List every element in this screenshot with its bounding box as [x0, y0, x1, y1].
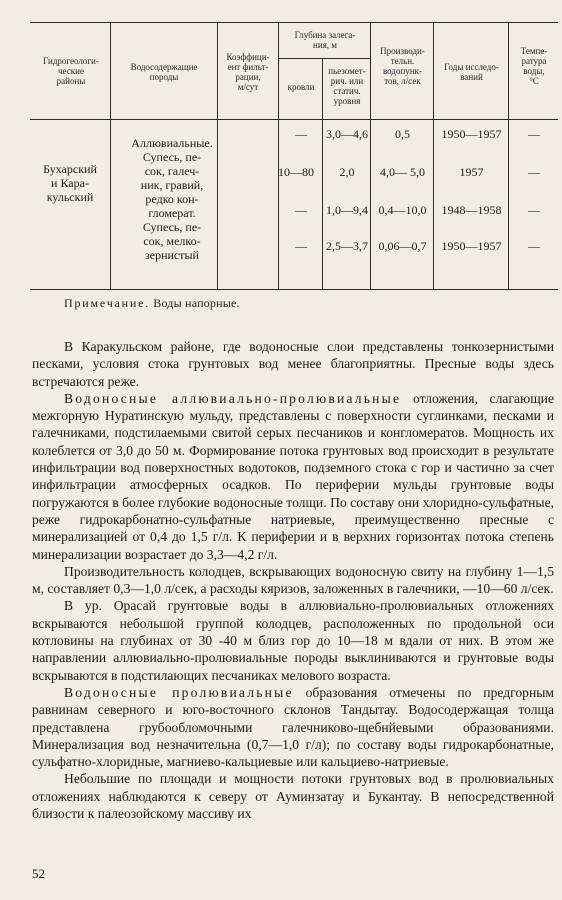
paragraph-text: В ур. Орасай грунтовые воды в аллювиально-пролювиальных отложениях вскрываются небольшой группой колодцев, расположенных по продольной оси котловины на глубинах от 30 -40 м близ гор до 10—18 м вдали от них. В этом же направлении аллювиально-пролювиальные породы выклиниваются и грунтовые воды вскрываются в подстилающих песчаниках мелового возраста. [32, 598, 554, 683]
header-temp: Темпе- ратура воды, °С [520, 46, 548, 86]
header-rocks: Водосодержащие породы [130, 62, 198, 82]
cell-piez: 1,0—9,4 [326, 203, 368, 217]
header-region: Гидрогеологи- ческие районы [43, 56, 99, 86]
body-text [32, 338, 554, 822]
paragraph-text: Производительность колодцев, вскрывающих водоносную свиту на глубину 1—1,5 м, составляет 0,3—1,0 л/сек, а расходы кяризов, заложенных в галечники, —10—60 л/сек. [32, 563, 554, 597]
header-coef: Коэффици- ент фильт- рации, м/сут [226, 52, 270, 92]
cell-region: Бухарский и Кара- кульский [43, 162, 97, 204]
cell-yield: 4,0— 5,0 [380, 165, 425, 179]
cell-roof: — [295, 127, 307, 141]
paragraph-text: отложения, слагающие межгорную Нуратинскую мульду, представлены с поверхности суглинками, песками и галечниками, подстилаемыми свитой серых песчаников и конгломератов. Мощность их колеблется от 3,0 до 50 м. Формирование потока грунтовых вод происходит в результате инфильтрации вод поверхностных водотоков, подземного стока с гор и частично за счет инфильтрации атмосферных осадков. По периферии мульды грунтовые воды погружаются в более глубокие водоносные толщи. По составу они хлоридно-сульфатные, реже гидрокарбонатно-сульфатные натриевые, преимущественно пресные с минерализацией от 0,4 до 1,5 г/л. К периферии и в верхних горизонтах потока степень минерализации возрастает до 3,3—4,2 г/л. [32, 390, 554, 562]
paragraph-text: Небольшие по площади и мощности потоки грунтовых вод в пролювиальных отложениях наблюдаются к северу от Ауминзатау и Букантау. В непосредственной близости к палеозойскому массиву их [32, 771, 554, 822]
col-divider [508, 22, 509, 290]
cell-years: 1950—1957 [441, 127, 502, 141]
paragraph-lead: Водоносные аллювиально-пролювиальные [64, 390, 402, 406]
cell-years: 1957 [459, 165, 484, 179]
paragraph-lead: Водоносные пролювиальные [64, 684, 294, 700]
header-years: Годы исследо- ваний [444, 62, 499, 82]
cell-rocks: Аллювиальные. Супесь, пе- сок, галеч- ник, гравий, редко кон- гломерат. Супесь, пе- сок, мелко- зернистый [131, 136, 213, 262]
paragraph [32, 597, 554, 683]
data-table [30, 22, 558, 290]
cell-years: 1948—1958 [441, 203, 502, 217]
paragraph [32, 770, 554, 822]
cell-temp: — [528, 165, 540, 179]
cell-years: 1950—1957 [441, 239, 502, 253]
paragraph [32, 684, 554, 770]
table-note [64, 296, 240, 311]
col-divider [433, 22, 434, 290]
header-piez: пьезомет- рич. или статич. уровня [328, 66, 366, 106]
header-roof: кровли [287, 82, 315, 92]
cell-yield: 0,4—10,0 [378, 203, 427, 217]
cell-piez: 2,5—3,7 [326, 239, 368, 253]
cell-piez: 2,0 [339, 165, 355, 179]
page-number: 52 [32, 866, 45, 881]
header-depth: Глубина залега- ния, м [294, 30, 356, 50]
cell-piez: 3,0—4,6 [326, 127, 368, 141]
cell-roof: — [295, 239, 307, 253]
cell-roof: — [295, 203, 307, 217]
paragraph [32, 338, 554, 390]
paragraph-text: В Каракульском районе, где водоносные слои представлены тонкозернистыми песками, условия стока грунтовых вод менее благоприятны. Пресные воды здесь встречаются реже. [32, 339, 554, 389]
cell-yield: 0,5 [395, 127, 410, 141]
note-label: Примечание. [64, 296, 151, 310]
cell-temp: — [528, 203, 540, 217]
header-yield: Производи- тельн. водопунк- тов, л/сек [380, 46, 425, 86]
col-divider [110, 22, 111, 290]
cell-temp: — [528, 239, 540, 253]
col-divider [278, 22, 279, 290]
paragraph [32, 390, 554, 563]
depth-subheader-rule [278, 58, 370, 59]
cell-yield: 0,06—0,7 [378, 239, 427, 253]
cell-temp: — [528, 127, 540, 141]
paragraph-text: образования отмечены по предгорным равнинам северного и юго-восточного склонов Тандытау. Водосодержащая толща представлена грубообломочными галечниково-щебнйевыми образованиями. Минерализация вод незначительна (0,7—1,0 г/л); по составу воды гидрокарбонатные, сульфатно-хлоридные, магниево-кальциевые или кальциево-натриевые. [32, 684, 554, 770]
note-text: Воды напорные. [150, 296, 240, 310]
paragraph [32, 563, 554, 598]
cell-coef: 10—80 [278, 165, 314, 179]
